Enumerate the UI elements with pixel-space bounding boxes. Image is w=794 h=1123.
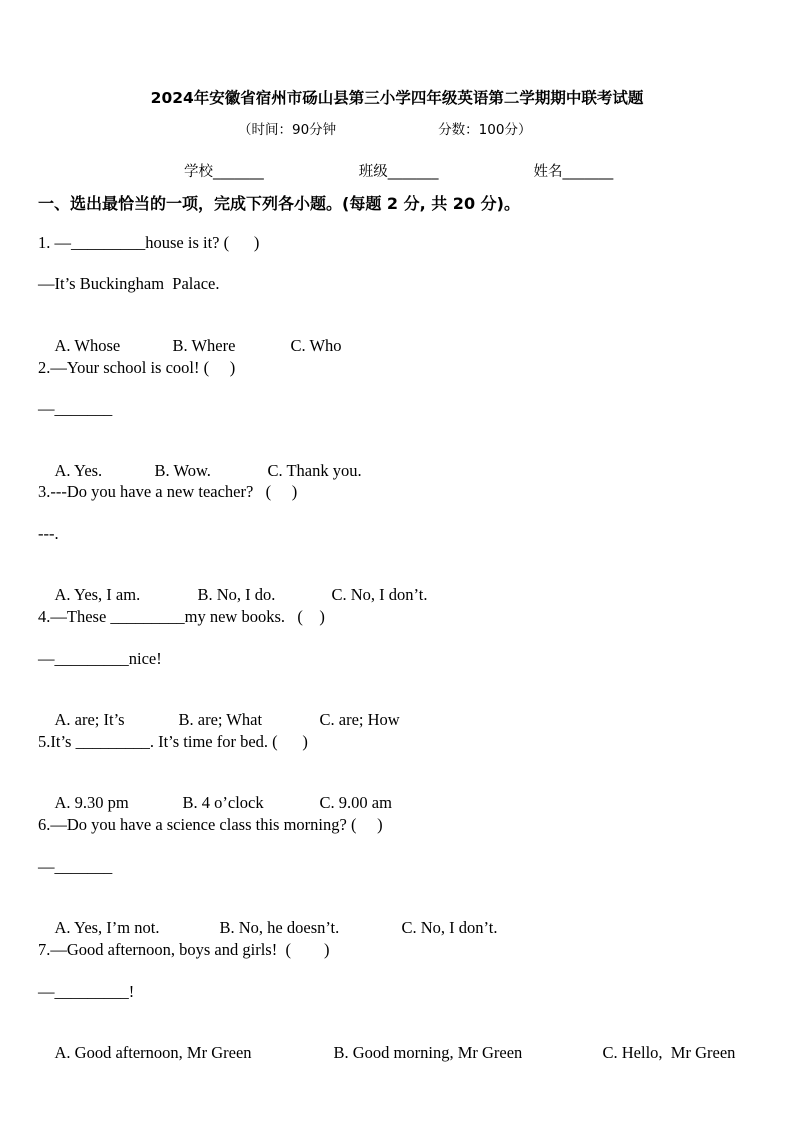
question-4-option-c[interactable]: C. are; How — [319, 710, 400, 729]
question-2-option-c[interactable]: C. Thank you. — [267, 461, 362, 480]
question-7-prompt: 7.—Good afternoon, boys and girls! ( ) — [38, 940, 330, 959]
question-4-option-b[interactable]: B. are; What — [178, 710, 263, 729]
exam-time: （时间：90分钟 — [238, 122, 337, 138]
class-field[interactable]: 班级_______ — [358, 164, 439, 180]
question-6-option-b[interactable]: B. No, he doesn’t. — [219, 918, 340, 937]
question-7-option-c[interactable]: C. Hello, Mr Green — [602, 1043, 736, 1062]
question-1-option-c[interactable]: C. Who — [290, 336, 342, 355]
question-3-option-b[interactable]: B. No, I do. — [197, 585, 276, 604]
name-field[interactable]: 姓名_______ — [533, 164, 614, 180]
question-6-option-c[interactable]: C. No, I don’t. — [401, 918, 498, 937]
question-3-option-a[interactable]: A. Yes, I am. — [54, 585, 141, 604]
question-7-option-a[interactable]: A. Good afternoon, Mr Green — [54, 1043, 252, 1062]
school-field[interactable]: 学校_______ — [184, 164, 264, 180]
question-1-answer-line: —It’s Buckingham Palace. — [38, 274, 220, 293]
question-3-answer-line: ---. — [38, 524, 59, 543]
question-4-prompt: 4.—These _________my new books. ( ) — [38, 607, 325, 626]
question-1-option-a[interactable]: A. Whose — [54, 336, 121, 355]
page-title: 2024年安徽省宿州市砀山县第三小学四年级英语第二学期期中联考试题 — [150, 89, 644, 107]
question-5-option-c[interactable]: C. 9.00 am — [319, 793, 392, 812]
question-5-prompt: 5.It’s _________. It’s time for bed. ( ) — [38, 732, 308, 751]
exam-score: 分数：100分） — [438, 122, 532, 138]
question-6-answer-line: —_______ — [38, 857, 113, 876]
question-4-answer-line: —_________nice! — [38, 649, 162, 668]
student-info-row — [184, 160, 613, 181]
question-7-answer-line: —_________! — [38, 982, 135, 1001]
question-2-prompt: 2.—Your school is cool! ( ) — [38, 358, 236, 377]
question-5-option-a[interactable]: A. 9.30 pm — [54, 793, 129, 812]
question-6-option-a[interactable]: A. Yes, I’m not. — [54, 918, 160, 937]
section-heading: 一、选出最恰当的一项，完成下列各小题。(每题 2 分, 共 20 分)。 — [38, 194, 520, 213]
question-1-prompt: 1. —_________house is it? ( ) — [38, 233, 260, 252]
question-3-option-c[interactable]: C. No, I don’t. — [331, 585, 428, 604]
exam-meta — [238, 118, 531, 138]
question-7-options — [38, 1023, 735, 1083]
question-2-option-a[interactable]: A. Yes. — [54, 461, 103, 480]
question-2-option-b[interactable]: B. Wow. — [154, 461, 211, 480]
question-7-option-b[interactable]: B. Good morning, Mr Green — [333, 1043, 523, 1062]
question-1-option-b[interactable]: B. Where — [172, 336, 236, 355]
question-5-option-b[interactable]: B. 4 o’clock — [182, 793, 264, 812]
question-3-prompt: 3.---Do you have a new teacher? ( ) — [38, 482, 298, 501]
question-6-prompt: 6.—Do you have a science class this morning? ( ) — [38, 815, 383, 834]
question-4-option-a[interactable]: A. are; It’s — [54, 710, 125, 729]
question-2-answer-line: —_______ — [38, 399, 113, 418]
